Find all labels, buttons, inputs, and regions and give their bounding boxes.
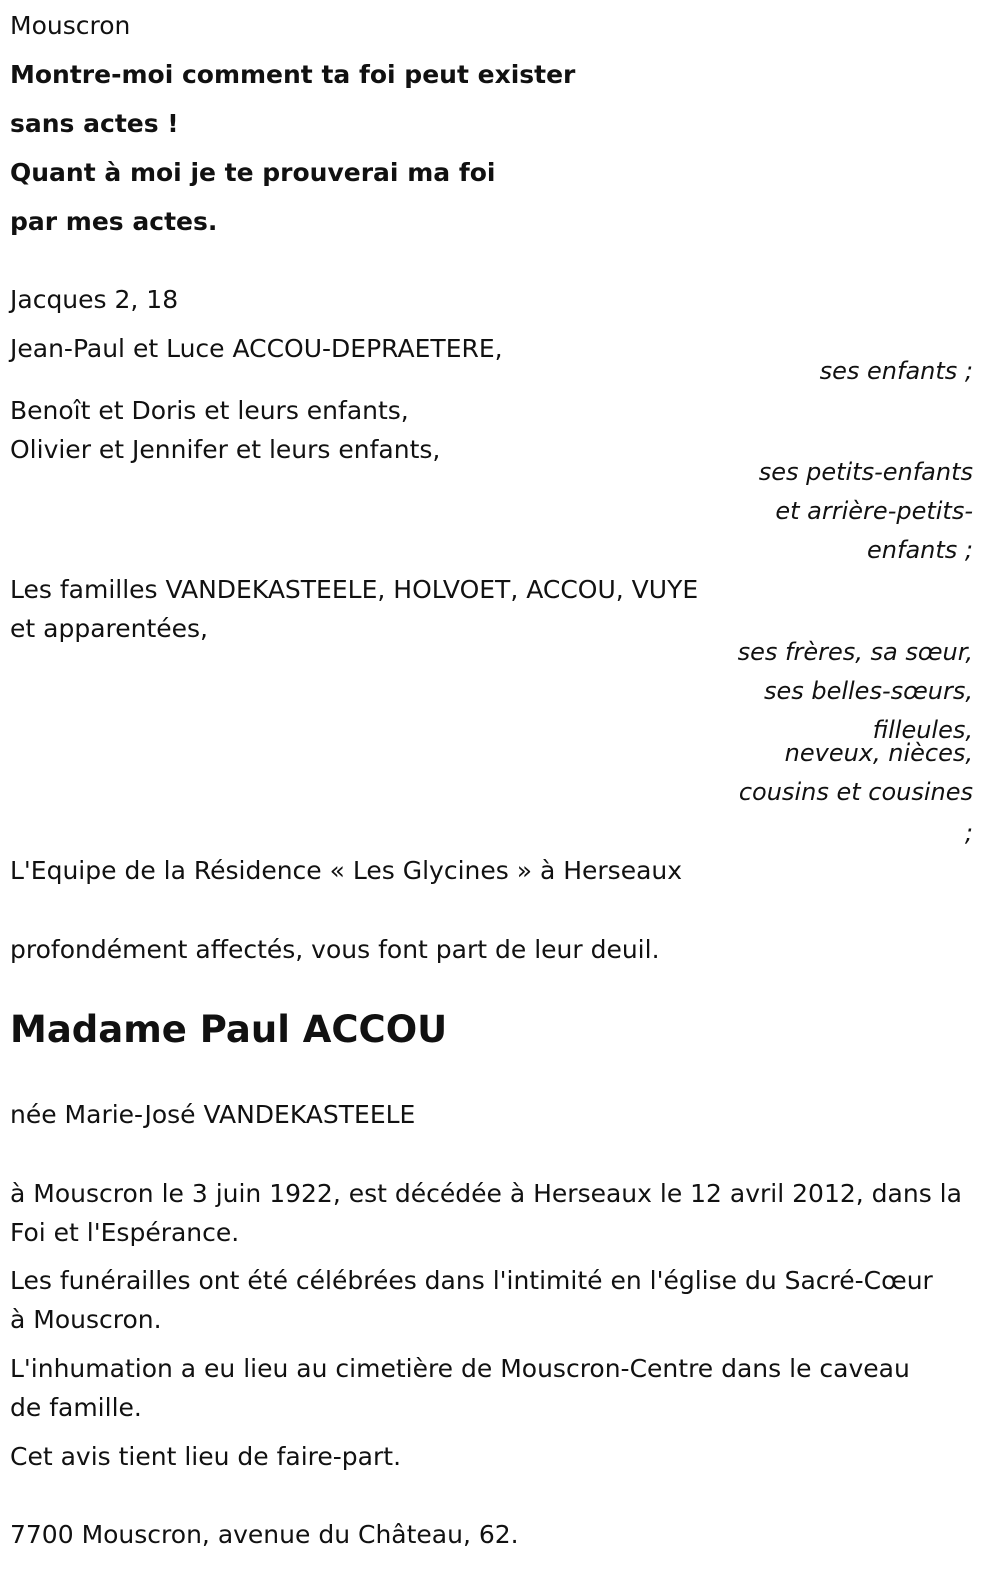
family-role: ;	[964, 819, 973, 847]
family-names: Olivier et Jennifer et leurs enfants,	[10, 435, 441, 464]
family-role: ses belles-sœurs,	[763, 677, 973, 705]
family-names: Benoît et Doris et leurs enfants,	[10, 396, 409, 425]
family-role: ses frères, sa sœur,	[737, 638, 973, 666]
quote-line: sans actes !	[10, 109, 179, 138]
announcement: profondément affectés, vous font part de leur deuil.	[10, 935, 660, 964]
family-names: et apparentées,	[10, 614, 208, 643]
staff-line: L'Equipe de la Résidence « Les Glycines » à Herseaux	[10, 856, 683, 885]
detail-line: L'inhumation a eu lieu au cimetière de Mouscron-Centre dans le caveau	[10, 1354, 910, 1383]
detail-line: à Mouscron le 3 juin 1922, est décédée à Herseaux le 12 avril 2012, dans la	[10, 1179, 962, 1208]
maiden-name: née Marie-José VANDEKASTEELE	[10, 1100, 416, 1129]
detail-line: Cet avis tient lieu de faire-part.	[10, 1442, 402, 1471]
family-role: enfants ;	[867, 536, 973, 564]
family-role: ses petits-enfants	[758, 458, 973, 486]
quote-line: Montre-moi comment ta foi peut exister	[10, 60, 576, 89]
detail-line: à Mouscron.	[10, 1305, 162, 1334]
quote-reference: Jacques 2, 18	[10, 285, 179, 314]
family-role: ses enfants ;	[819, 357, 973, 385]
quote-line: Quant à moi je te prouverai ma foi	[10, 158, 496, 187]
family-role: filleules,	[872, 716, 973, 744]
detail-line: de famille.	[10, 1393, 142, 1422]
city-header: Mouscron	[10, 11, 131, 40]
detail-line: Foi et l'Espérance.	[10, 1218, 240, 1247]
quote-line: par mes actes.	[10, 207, 218, 236]
family-role: cousins et cousines	[738, 778, 973, 806]
deceased-name: Madame Paul ACCOU	[10, 1008, 448, 1051]
detail-line: Les funérailles ont été célébrées dans l'intimité en l'église du Sacré-Cœur	[10, 1266, 933, 1295]
family-role: neveux, nièces,	[784, 739, 973, 767]
address: 7700 Mouscron, avenue du Château, 62.	[10, 1520, 519, 1549]
family-names: Les familles VANDEKASTEELE, HOLVOET, ACCOU, VUYE	[10, 575, 699, 604]
family-names: Jean-Paul et Luce ACCOU-DEPRAETERE,	[10, 334, 503, 363]
family-role: et arrière-petits-	[775, 497, 973, 525]
